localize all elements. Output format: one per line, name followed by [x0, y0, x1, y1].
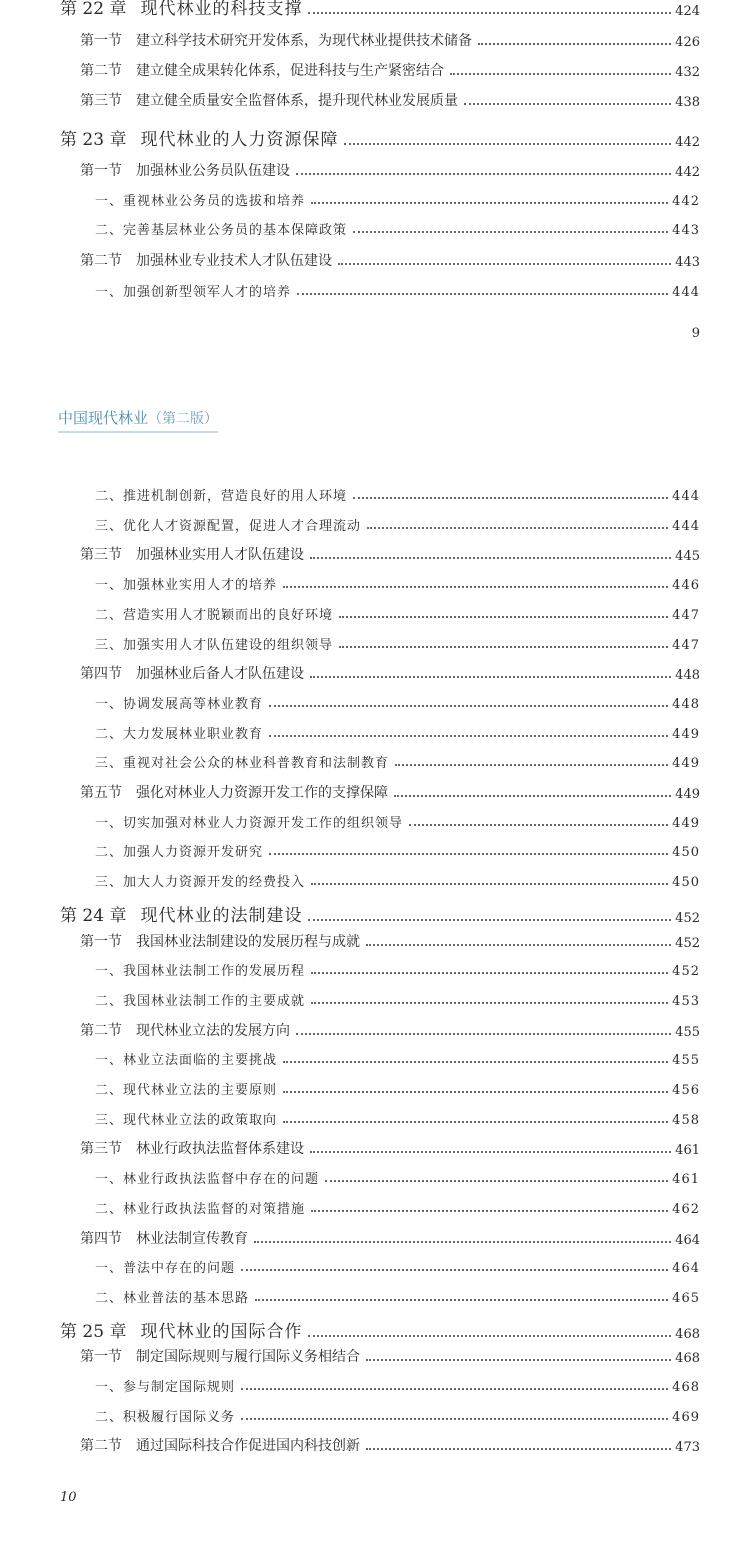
toc-entry-item	[95, 841, 700, 860]
leader-dots	[366, 1359, 671, 1361]
entry-title: 加强林业公务员队伍建设	[136, 163, 290, 179]
entry-page-number: 455	[675, 1024, 700, 1040]
leader-dots	[297, 293, 668, 295]
leader-dots	[339, 616, 668, 618]
entry-title: 现代林业的法制建设	[140, 905, 303, 926]
toc-entry-section	[80, 1138, 700, 1158]
toc-entry-item	[95, 1079, 700, 1098]
entry-page-number: 449	[672, 726, 700, 742]
entry-page-number: 448	[672, 696, 700, 712]
leader-dots	[367, 527, 668, 529]
entry-page-number: 443	[672, 223, 700, 238]
entry-title: 三、现代林业立法的政策取向	[95, 1112, 278, 1128]
toc-entry-chapter	[60, 125, 700, 150]
entry-title: 二、加强人力资源开发研究	[95, 845, 264, 861]
entry-page-number: 458	[672, 1112, 700, 1128]
entry-label: 第二节	[80, 253, 122, 269]
entry-title: 制定国际规则与履行国际义务相结合	[136, 1349, 360, 1366]
entry-title: 一、切实加强对林业人力资源开发工作的组织领导	[95, 815, 404, 831]
leader-dots	[311, 1210, 668, 1212]
entry-title: 二、完善基层林业公务员的基本保障政策	[95, 223, 348, 238]
toc-page-9	[0, 0, 750, 360]
entry-title: 加强林业实用人才队伍建设	[136, 547, 304, 564]
toc-entry-item	[95, 1406, 700, 1425]
entry-title: 三、加强实用人才队伍建设的组织领导	[95, 637, 334, 653]
leader-dots	[311, 883, 668, 885]
leader-dots	[308, 12, 671, 14]
toc-entry-item	[95, 1287, 700, 1306]
toc-entry-item	[95, 604, 700, 623]
entry-title: 二、积极履行国际义务	[95, 1409, 236, 1425]
entry-title: 三、加大人力资源开发的经费投入	[95, 875, 306, 891]
book-title: 中国现代林业	[58, 409, 149, 427]
entry-title: 现代林业的国际合作	[140, 1321, 303, 1342]
entry-title: 林业法制宣传教育	[136, 1230, 248, 1247]
toc-entry-item	[95, 634, 700, 653]
toc-entry-item	[95, 1168, 700, 1187]
toc-entry-item	[95, 1376, 700, 1395]
entry-title: 二、我国林业法制工作的主要成就	[95, 993, 306, 1009]
entry-title: 二、林业普法的基本思路	[95, 1290, 250, 1306]
leader-dots	[283, 1091, 668, 1093]
leader-dots	[310, 557, 671, 559]
toc-entry-item	[95, 485, 700, 504]
toc-entry-item	[95, 990, 700, 1009]
entry-page-number: 444	[672, 285, 700, 300]
leader-dots	[339, 646, 668, 648]
entry-label: 第一节	[80, 163, 122, 179]
entry-title: 我国林业法制建设的发展历程与成就	[136, 933, 360, 950]
leader-dots	[308, 1335, 671, 1337]
entry-title: 三、优化人才资源配置，促进人才合理流动	[95, 518, 362, 534]
toc-entry-section	[80, 60, 700, 80]
leader-dots	[310, 1151, 671, 1153]
entry-page-number: 449	[672, 815, 700, 831]
entry-title: 二、林业行政执法监督的对策措施	[95, 1201, 306, 1217]
leader-dots	[269, 705, 668, 707]
entry-page-number: 445	[675, 549, 700, 565]
entry-page-number: 450	[672, 845, 700, 861]
leader-dots	[353, 497, 668, 499]
entry-title: 一、加强林业实用人才的培养	[95, 578, 278, 594]
entry-page-number: 447	[672, 637, 700, 653]
edition-label: （第二版）	[148, 411, 219, 427]
toc-entry-section	[80, 544, 700, 564]
entry-page-number: 432	[675, 65, 700, 80]
entry-page-number: 461	[675, 1143, 700, 1159]
toc-entry-section	[80, 160, 700, 180]
leader-dots	[450, 73, 671, 75]
entry-page-number: 464	[675, 1232, 700, 1248]
leader-dots	[254, 1241, 671, 1243]
entry-label: 第 24 章	[60, 905, 127, 926]
entry-page-number: 444	[672, 518, 700, 534]
entry-title: 一、林业行政执法监督中存在的问题	[95, 1172, 320, 1188]
entry-page-number: 442	[675, 135, 700, 150]
toc-entry-section	[80, 90, 700, 110]
toc-entry-section	[80, 1228, 700, 1248]
toc-entry-item	[95, 723, 700, 742]
leader-dots	[296, 173, 671, 175]
toc-entry-chapter	[60, 1317, 700, 1342]
leader-dots	[338, 263, 671, 265]
entry-page-number: 455	[672, 1053, 700, 1069]
toc-entry-item	[95, 515, 700, 534]
entry-label: 第二节	[80, 63, 122, 79]
entry-page-number: 449	[672, 756, 700, 772]
entry-page-number: 453	[672, 993, 700, 1009]
page-number: 9	[691, 326, 700, 341]
leader-dots	[325, 1180, 668, 1182]
entry-label: 第三节	[80, 1141, 122, 1158]
entry-label: 第一节	[80, 1349, 122, 1366]
entry-title: 强化对林业人力资源开发工作的支撑保障	[136, 785, 388, 801]
entry-title: 二、推进机制创新，营造良好的用人环境	[95, 489, 348, 504]
entry-page-number: 438	[675, 95, 700, 110]
leader-dots	[255, 1299, 668, 1301]
leader-dots	[283, 1061, 668, 1063]
leader-dots	[353, 231, 668, 233]
entry-page-number: 452	[672, 964, 700, 980]
leader-dots	[283, 586, 668, 588]
leader-dots	[344, 143, 671, 145]
entry-title: 三、重视对社会公众的林业科普教育和法制教育	[95, 756, 390, 772]
leader-dots	[478, 43, 671, 45]
entry-page-number: 462	[672, 1201, 700, 1217]
entry-page-number: 446	[672, 578, 700, 594]
leader-dots	[394, 795, 671, 797]
entry-page-number: 473	[675, 1440, 700, 1456]
toc-entry-item	[95, 1049, 700, 1068]
entry-title: 加强林业后备人才队伍建设	[136, 666, 304, 683]
entry-label: 第 22 章	[60, 0, 127, 19]
leader-dots	[409, 824, 668, 826]
entry-page-number: 461	[672, 1172, 700, 1188]
leader-dots	[296, 1033, 671, 1035]
entry-title: 建立科学技术研究开发体系，为现代林业提供技术储备	[136, 33, 472, 49]
entry-title: 一、我国林业法制工作的发展历程	[95, 964, 306, 980]
leader-dots	[311, 202, 668, 204]
entry-title: 一、重视林业公务员的选拔和培养	[95, 194, 306, 209]
entry-title: 现代林业的人力资源保障	[140, 130, 339, 150]
leader-dots	[269, 735, 668, 737]
entry-page-number: 452	[675, 935, 700, 951]
toc-entry-section	[80, 1346, 700, 1366]
toc-entry-item	[95, 190, 700, 209]
toc-entry-item	[95, 693, 700, 712]
leader-dots	[366, 1448, 671, 1450]
entry-label: 第二节	[80, 1438, 122, 1455]
entry-title: 建立健全成果转化体系，促进科技与生产紧密结合	[136, 63, 444, 79]
entry-page-number: 468	[675, 1351, 700, 1367]
entry-label: 第五节	[80, 785, 122, 801]
leader-dots	[283, 1121, 668, 1123]
entry-label: 第二节	[80, 1022, 122, 1039]
entry-page-number: 426	[675, 35, 700, 50]
entry-title: 现代林业的科技支撑	[140, 0, 303, 19]
entry-page-number: 465	[672, 1290, 700, 1306]
entry-page-number: 452	[675, 910, 700, 926]
entry-page-number: 468	[675, 1326, 700, 1342]
entry-page-number: 424	[675, 4, 700, 19]
leader-dots	[464, 103, 671, 105]
toc-entry-chapter	[60, 0, 700, 19]
entry-title: 一、林业立法面临的主要挑战	[95, 1053, 278, 1069]
entry-label: 第一节	[80, 33, 122, 49]
toc-entry-item	[95, 1198, 700, 1217]
entry-label: 第三节	[80, 547, 122, 564]
entry-page-number: 469	[672, 1409, 700, 1425]
leader-dots	[241, 1269, 668, 1271]
entry-title: 一、协调发展高等林业教育	[95, 696, 264, 712]
toc-entry-item	[95, 1257, 700, 1276]
entry-title: 一、普法中存在的问题	[95, 1261, 236, 1277]
leader-dots	[366, 944, 671, 946]
leader-dots	[308, 919, 671, 921]
entry-label: 第一节	[80, 933, 122, 950]
toc-entry-chapter	[60, 901, 700, 926]
entry-label: 第四节	[80, 1230, 122, 1247]
entry-page-number: 468	[672, 1380, 700, 1395]
entry-label: 第三节	[80, 93, 122, 109]
leader-dots	[311, 1002, 668, 1004]
toc-entry-item	[95, 812, 700, 831]
toc-page-10	[0, 360, 750, 1546]
toc-entry-item	[95, 960, 700, 979]
toc-entry-section	[80, 931, 700, 951]
entry-title: 加强林业专业技术人才队伍建设	[136, 253, 332, 269]
toc-entry-item	[95, 574, 700, 593]
leader-dots	[395, 764, 668, 766]
running-header	[58, 407, 218, 433]
entry-page-number: 444	[672, 489, 700, 504]
entry-label: 第 25 章	[60, 1321, 127, 1342]
entry-page-number: 449	[675, 787, 700, 802]
entry-title: 林业行政执法监督体系建设	[136, 1141, 304, 1158]
entry-page-number: 450	[672, 875, 700, 891]
toc-entry-section	[80, 30, 700, 50]
entry-label: 第 23 章	[60, 130, 127, 150]
leader-dots	[241, 1388, 668, 1390]
toc-entry-item	[95, 219, 700, 238]
entry-page-number: 447	[672, 607, 700, 623]
entry-page-number: 448	[675, 668, 700, 684]
leader-dots	[269, 853, 668, 855]
entry-label: 第四节	[80, 666, 122, 683]
entry-title: 通过国际科技合作促进国内科技创新	[136, 1438, 360, 1455]
entry-page-number: 443	[675, 255, 700, 270]
entry-page-number: 442	[672, 194, 700, 209]
entry-page-number: 464	[672, 1261, 700, 1277]
leader-dots	[311, 972, 668, 974]
entry-page-number: 442	[675, 165, 700, 180]
toc-entry-section	[80, 250, 700, 270]
entry-title: 二、现代林业立法的主要原则	[95, 1083, 278, 1098]
leader-dots	[310, 676, 671, 678]
toc-entry-section	[80, 663, 700, 683]
entry-title: 二、大力发展林业职业教育	[95, 726, 264, 742]
entry-title: 一、参与制定国际规则	[95, 1380, 236, 1395]
toc-entry-item	[95, 752, 700, 771]
entry-title: 现代林业立法的发展方向	[136, 1022, 290, 1039]
leader-dots	[241, 1418, 668, 1420]
entry-page-number: 456	[672, 1083, 700, 1098]
entry-title: 一、加强创新型领军人才的培养	[95, 285, 292, 300]
page-number: 10	[60, 1490, 77, 1505]
toc-entry-item	[95, 871, 700, 890]
toc-entry-section	[80, 782, 700, 802]
toc-entry-section	[80, 1435, 700, 1455]
toc-entry-section	[80, 1020, 700, 1040]
toc-entry-item	[95, 1109, 700, 1128]
entry-title: 二、营造实用人才脱颖而出的良好环境	[95, 607, 334, 623]
entry-title: 建立健全质量安全监督体系，提升现代林业发展质量	[136, 93, 458, 109]
toc-entry-item	[95, 281, 700, 300]
